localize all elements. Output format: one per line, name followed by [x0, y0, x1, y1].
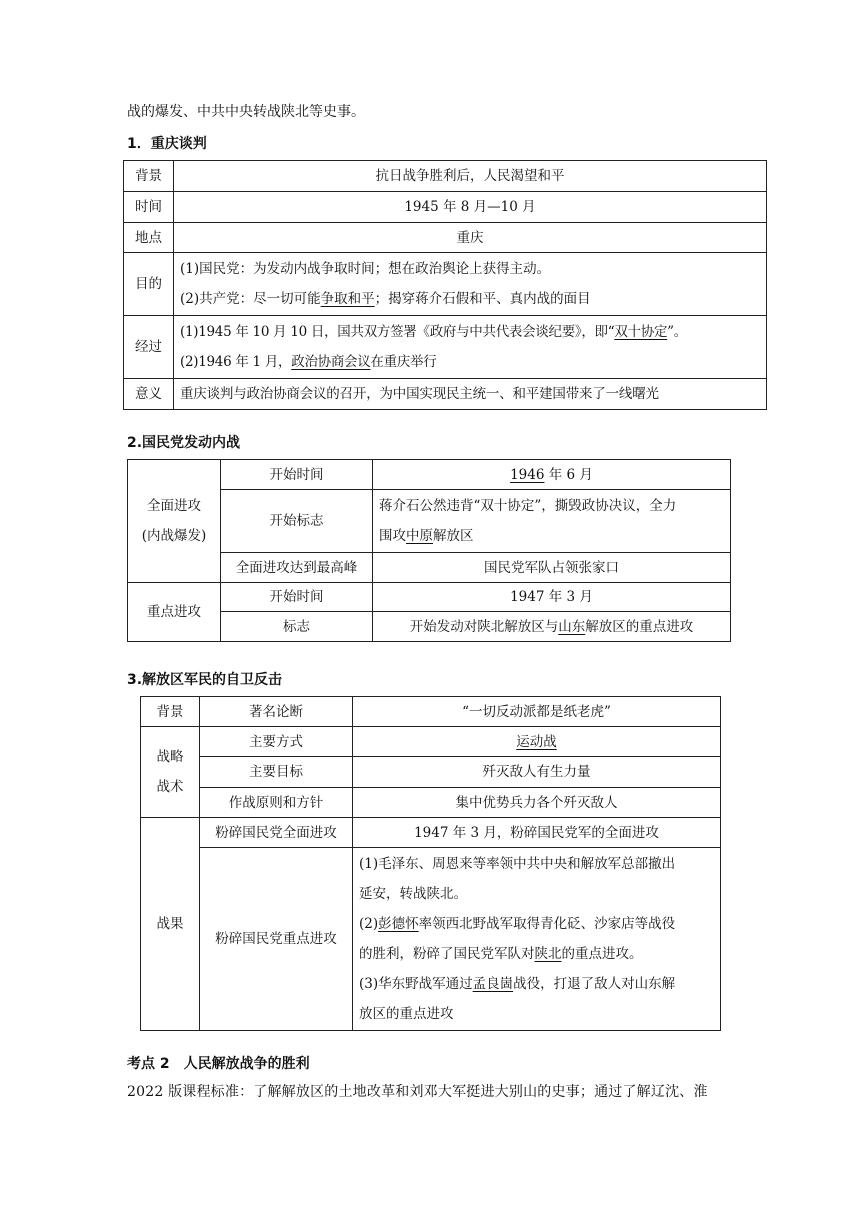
- underlined-term: 争取和平: [320, 291, 375, 307]
- result-label: 战果: [141, 818, 200, 1031]
- bg-value: 抗日战争胜利后，人民渴望和平: [174, 161, 767, 192]
- aim-line-1: (1)国民党：为发动内战争取时间；想在政治舆论上获得主动。: [180, 261, 551, 277]
- section-4-title: 考点 2 人民解放战争的胜利: [127, 1056, 310, 1072]
- process-value: [174, 316, 767, 379]
- bg-label: 背景: [124, 161, 174, 192]
- curriculum-standard: 2022 版课程标准：了解解放区的土地改革和刘邓大军挺进大别山的史事；通过了解辽沈、淮: [127, 1084, 708, 1100]
- key-attack-label: 重点进攻: [128, 583, 221, 642]
- underlined-term: 中原: [406, 528, 433, 544]
- civil-war-table: [127, 459, 731, 642]
- key-time-value: 1947 年 3 月: [373, 583, 731, 612]
- significance-value: 重庆谈判与政治协商会议的召开，为中国实现民主统一、和平建国带来了一线曙光: [174, 379, 767, 410]
- crush-full-value: 1947 年 3 月，粉碎国民党军的全面进攻: [353, 818, 721, 848]
- time-label: 时间: [124, 192, 174, 223]
- target-value: 歼灭敌人有生力量: [353, 757, 721, 788]
- key-sign-value: 开始发动对陕北解放区与山东解放区的重点进攻: [373, 612, 731, 642]
- start-time-label: 开始时间: [221, 460, 373, 490]
- crush-key-value: (1)毛泽东、周恩来等率领中共中央和解放军总部撤出 延安，转战陕北。 (2)彭德怀率领西北野战军取得青化砭、沙家店等战役 的胜利，粉碎了国民党军队对陕北的重点进攻。 (3)华东野战军通过孟良崮战役，打退了敌人对山东解 放区的重点进攻: [353, 848, 721, 1031]
- start-sign-label: 开始标志: [221, 490, 373, 553]
- underlined-term: 彭德怀: [378, 916, 419, 932]
- strategy-label: 战略 战术: [141, 727, 200, 818]
- underlined-term: 山东: [558, 618, 586, 635]
- underlined-term: 1946: [510, 466, 545, 483]
- principle-value: 集中优势兵力各个歼灭敌人: [353, 788, 721, 818]
- underlined-term: 政治协商会议: [291, 354, 371, 370]
- bg-label: 背景: [141, 697, 200, 727]
- principle-label: 作战原则和方针: [200, 788, 353, 818]
- process-line-1: (1)1945 年 10 月 10 日，国共双方签署《政府与中共代表会谈纪要》，即“双十协定”。: [180, 324, 687, 340]
- target-label: 主要目标: [200, 757, 353, 788]
- method-value: [353, 727, 721, 757]
- aim-label: 目的: [124, 253, 174, 316]
- peak-value: 国民党军队占领张家口: [373, 553, 731, 583]
- place-value: 重庆: [174, 223, 767, 253]
- underlined-term: 陕北: [534, 946, 562, 962]
- underlined-term: 运动战: [516, 733, 557, 750]
- underlined-term: 双十协定: [614, 324, 668, 340]
- section-3-title: 3.解放区军民的自卫反击: [127, 672, 283, 688]
- start-time-value: 1946 年 6 月: [373, 460, 731, 490]
- peak-label: 全面进攻达到最高峰: [221, 553, 373, 583]
- crush-key-label: 粉碎国民党重点进攻: [200, 848, 353, 1031]
- place-label: 地点: [124, 223, 174, 253]
- crush-full-label: 粉碎国民党全面进攻: [200, 818, 353, 848]
- counterattack-table: [140, 696, 721, 1031]
- method-label: 主要方式: [200, 727, 353, 757]
- key-time-label: 开始时间: [221, 583, 373, 612]
- aim-line-2: (2)共产党：尽一切可能争取和平；揭穿蒋介石假和平、真内战的面目: [180, 291, 591, 307]
- full-attack-label: 全面进攻 (内战爆发): [128, 460, 221, 583]
- process-line-2: (2)1946 年 1 月，政治协商会议在重庆举行: [180, 354, 437, 370]
- thesis-label: 著名论断: [200, 697, 353, 727]
- section-1-title: 1．重庆谈判: [127, 136, 207, 152]
- section-2-title: 2.国民党发动内战: [127, 435, 241, 451]
- chongqing-table: [123, 160, 767, 410]
- intro-line: 战的爆发、中共中央转战陕北等史事。: [127, 104, 365, 120]
- aim-value: [174, 253, 767, 316]
- process-label: 经过: [124, 316, 174, 379]
- significance-label: 意义: [124, 379, 174, 410]
- key-sign-label: 标志: [221, 612, 373, 642]
- start-sign-value: 蒋介石公然违背“双十协定”，撕毁政协决议，全力 围攻中原解放区: [373, 490, 731, 553]
- thesis-value: “一切反动派都是纸老虎”: [353, 697, 721, 727]
- underlined-term: 孟良崮: [472, 976, 514, 992]
- time-value: 1945 年 8 月—10 月: [174, 192, 767, 223]
